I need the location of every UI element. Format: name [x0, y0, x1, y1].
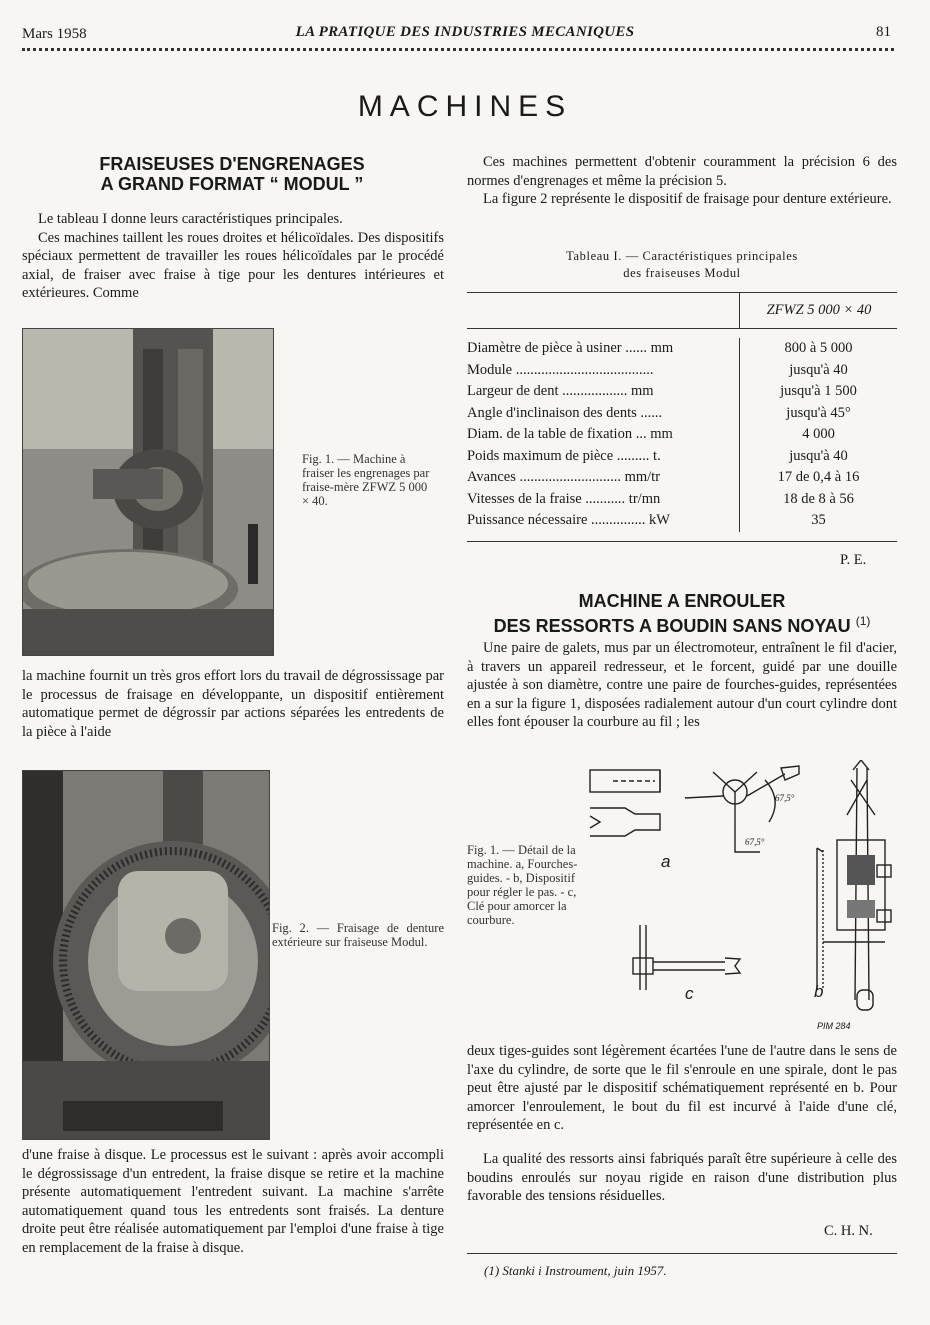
- section-title: MACHINES: [357, 90, 573, 123]
- header-date: Mars 1958: [22, 26, 87, 42]
- table-row: [467, 403, 897, 425]
- spec-value: 17 de 0,4 à 16: [740, 467, 898, 489]
- article2-title: [467, 591, 897, 636]
- article1-p1: Le tableau I donne leurs caractéristiques principales.: [38, 211, 343, 227]
- table-row: [467, 467, 897, 489]
- article1-p5: Ces machines permettent d'obtenir couramment la précision 6 des normes d'engrenages et même la précision 5.: [467, 154, 897, 189]
- article1-title: [22, 154, 442, 194]
- journal-title: LA PRATIQUE DES INDUSTRIES MECANIQUES: [295, 24, 635, 40]
- table-title-line1: Tableau I. — Caractéristiques principales: [566, 249, 798, 263]
- article1-p6: La figure 2 représente le dispositif de fraisage pour denture extérieure.: [483, 191, 892, 207]
- table-title-line2: des fraiseuses Modul: [623, 266, 741, 280]
- spec-value: 4 000: [740, 424, 898, 446]
- table-title: [467, 248, 897, 282]
- article2-p1: Une paire de galets, mus par un électromoteur, entraînent le fil d'acier, à travers un appareil redresseur, et le forcent, guidé par une douille ajustée à son diamètre, contre une paire de fourches-guides, représentées en a sur la figure 1, disposées radialement autour d'un court cylindre dont elles font épouser la courbure au fil ; les: [467, 640, 897, 730]
- article2-signature: C. H. N.: [824, 1223, 873, 1239]
- fig-angle-1: 67,5°: [775, 793, 795, 803]
- table-row: [467, 510, 897, 532]
- spec-value: jusqu'à 40: [740, 360, 898, 382]
- article2-p1-wrap: [467, 639, 897, 732]
- spec-value: 18 de 8 à 56: [740, 489, 898, 511]
- table-row: [467, 446, 897, 468]
- article1-p2: Ces machines taillent les roues droites et hélicoïdales. Des dispositifs spéciaux permettent de travailler les roues hélicoïdales par le procédé axial, de fraiser avec fraise à tige pour les dentures intérieures et extérieures. Comme: [22, 229, 444, 301]
- spec-value: jusqu'à 1 500: [740, 381, 898, 403]
- fig-label-c: c: [685, 984, 694, 1003]
- footnote: (1) Stanki i Instroument, juin 1957.: [484, 1263, 667, 1278]
- spec-label: Diamètre de pièce à usiner ...... mm: [467, 340, 674, 357]
- spec-value: jusqu'à 45°: [740, 403, 898, 425]
- table-row: [467, 338, 897, 360]
- article2-p3: La qualité des ressorts ainsi fabriqués paraît être supérieure à celle des boudins enroulés sur noyau rigide en raison d'une distribution plus favorable des tensions résiduelles.: [467, 1151, 897, 1204]
- article1-intro: [22, 210, 444, 303]
- table-column-header: ZFWZ 5 000 × 40: [739, 292, 898, 328]
- specs-table: [467, 338, 897, 532]
- table-row: [467, 360, 897, 382]
- spec-value: 800 à 5 000: [740, 338, 898, 360]
- fig-label-b: b: [814, 982, 824, 1001]
- article2-title-line1: MACHINE A ENROULER: [578, 591, 786, 611]
- article1-p4: d'une fraise à disque. Le processus est le suivant : après avoir accompli le dégrossissage d'un entredent, la fraise disque se retire et la machine présente automatiquement l'entredent suivant. La machine s'arrête automatiquement quand tous les entredents sont fraisés. La denture droite peut être réalisée automatiquement par l'emploi d'une fraise à tige en remplacement de la fraise à disque.: [22, 1147, 444, 1256]
- fig1-caption: Fig. 1. — Machine à fraiser les engrenages par fraise-mère ZFWZ 5 000 × 40.: [302, 452, 430, 508]
- article2-fig-caption: Fig. 1. — Détail de la machine. a, Fourches-guides. - b, Dispositif pour régler le pas. - c, Clé pour amorcer la courbure.: [467, 843, 578, 927]
- article1-p3: la machine fournit un très gros effort lors du travail de dégrossissage par le processus de fraisage en développante, un dispositif entièrement automatique permet de dégrossir par actions séparées les entredents de la pièce à l'aide: [22, 668, 444, 740]
- spec-label: Poids maximum de pièce ......... t.: [467, 447, 661, 464]
- spec-value: 35: [740, 510, 898, 532]
- article1-continued: [467, 153, 897, 209]
- fig2-caption: Fig. 2. — Fraisage de denture extérieure sur fraiseuse Modul.: [272, 921, 444, 949]
- fig2-photo: [22, 770, 270, 1140]
- page-number: 81: [876, 24, 891, 40]
- footnote-rule: [467, 1253, 897, 1254]
- spec-label: Largeur de dent .................. mm: [467, 383, 654, 400]
- table-row: [467, 489, 897, 511]
- fig-reference: PIM 284: [817, 1021, 851, 1031]
- table-header-rule: [467, 328, 897, 329]
- header-divider: [22, 48, 894, 51]
- table-row: [467, 381, 897, 403]
- fig-angle-2: 67,5°: [745, 837, 765, 847]
- article1-title-line1: FRAISEUSES D'ENGRENAGES: [99, 154, 365, 174]
- article2-title-note: (1): [855, 614, 871, 628]
- article2-p3-wrap: [467, 1150, 897, 1206]
- spec-label: Avances ............................ mm/tr: [467, 469, 661, 486]
- table-bottom-rule: [467, 541, 897, 542]
- fig-label-a: a: [661, 852, 671, 871]
- spec-value: jusqu'à 40: [740, 446, 898, 468]
- spec-label: Puissance nécessaire ............... kW: [467, 512, 670, 529]
- article1-signature: P. E.: [840, 552, 867, 568]
- table-row: [467, 424, 897, 446]
- article2-p2: deux tiges-guides sont légèrement écartées l'une de l'autre dans le sens de l'axe du cylindre, de sorte que le fil s'enroule en une spirale, dont le pas peut être ajusté par le dispositif schématiquement représenté en b. Pour amorcer l'enroulement, le bout du fil est incurvé à l'aide d'une clé, représentée en c.: [467, 1043, 897, 1133]
- spec-label: Diam. de la table de fixation ... mm: [467, 426, 673, 443]
- spec-label: Module ......................................: [467, 361, 654, 378]
- spec-label: Angle d'inclinaison des dents ......: [467, 404, 663, 421]
- specs-table-wrap: [467, 338, 897, 532]
- fig1-photo: [22, 328, 274, 656]
- article1-title-line2: A GRAND FORMAT “ MODUL ”: [100, 174, 364, 194]
- spec-label: Vitesses de la fraise ........... tr/mn: [467, 490, 661, 507]
- article2-title-line2: DES RESSORTS A BOUDIN SANS NOYAU: [493, 616, 851, 636]
- article2-figure-drawing: [585, 760, 900, 1040]
